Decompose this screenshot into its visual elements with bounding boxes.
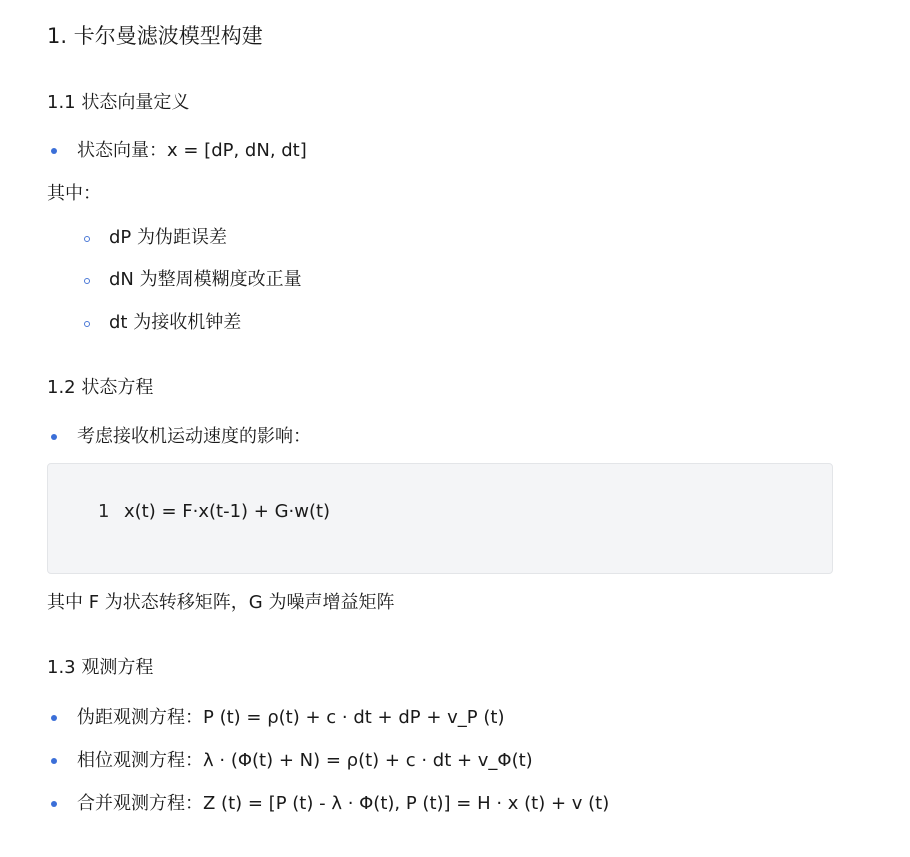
paragraph-matrix-note: 其中 F 为状态转移矩阵，G 为噪声增益矩阵	[47, 592, 395, 613]
section-title: 1. 卡尔曼滤波模型构建	[47, 24, 263, 48]
sub-bullet-circle	[84, 278, 90, 284]
paragraph-where: 其中：	[47, 183, 101, 204]
heading-observation-equation: 1.3 观测方程	[47, 657, 154, 678]
list-item-combined: 合并观测方程：Z (t) = [P (t) - λ · Φ(t), P (t)] = H · x (t) + v (t)	[77, 793, 610, 814]
list-item-state-vector: 状态向量：x = [dP, dN, dt]	[77, 140, 307, 161]
code-line	[98, 499, 330, 525]
heading-state-equation: 1.2 状态方程	[47, 377, 154, 398]
sub-list-item-dt: dt 为接收机钟差	[109, 312, 242, 333]
sub-list-item-dp: dP 为伪距误差	[109, 227, 228, 248]
code-line-text: x(t) = F·x(t-1) + G·w(t)	[124, 501, 331, 522]
bullet-dot	[51, 434, 57, 440]
bullet-dot	[51, 715, 57, 721]
bullet-dot	[51, 758, 57, 764]
list-item-phase: 相位观测方程：λ · (Φ(t) + N) = ρ(t) + c · dt + v_Φ(t)	[77, 750, 533, 771]
sub-bullet-circle	[84, 236, 90, 242]
code-line-number: 1	[98, 501, 110, 522]
list-item-pseudorange: 伪距观测方程：P (t) = ρ(t) + c · dt + dP + v_P (t)	[77, 707, 505, 728]
bullet-dot	[51, 148, 57, 154]
heading-state-vector: 1.1 状态向量定义	[47, 92, 190, 113]
code-block	[47, 463, 833, 574]
sub-list-item-dn: dN 为整周模糊度改正量	[109, 269, 302, 290]
list-item-velocity: 考虑接收机运动速度的影响：	[77, 426, 311, 447]
bullet-dot	[51, 801, 57, 807]
sub-bullet-circle	[84, 321, 90, 327]
